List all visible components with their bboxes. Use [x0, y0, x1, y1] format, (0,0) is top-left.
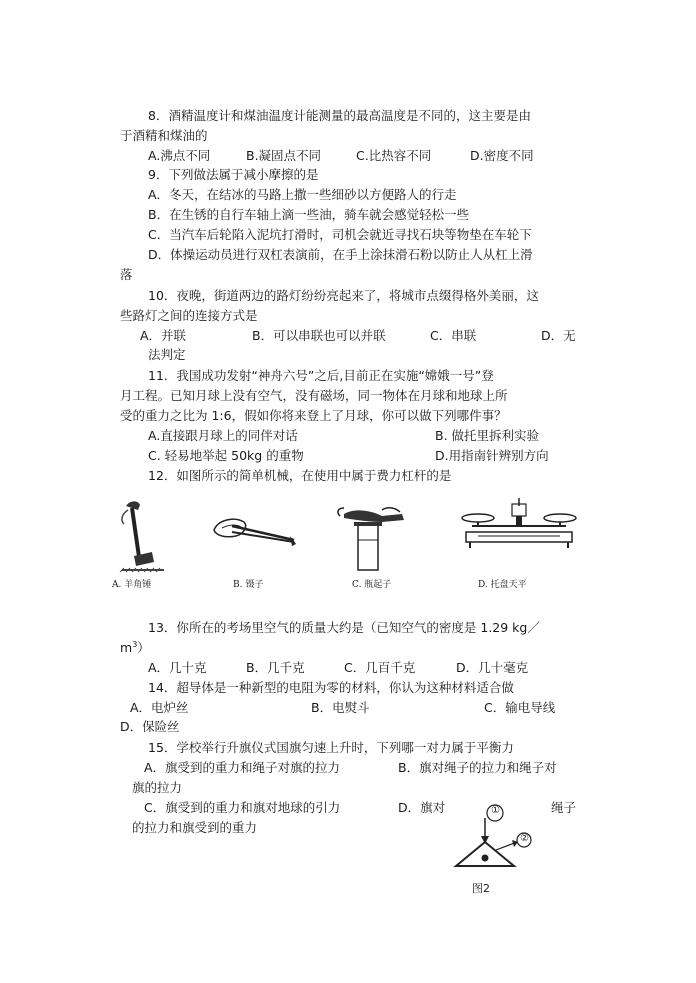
unit-exponent: 3: [132, 639, 138, 649]
q8-option-b: B.凝固点不同: [246, 148, 322, 163]
q9-option-c: C．当汽车后轮陷入泥坑打滑时，司机会就近寻找石块等物垫在车轮下: [148, 227, 532, 242]
fig2-label-2: ②: [520, 833, 529, 844]
close-paren: ）: [137, 640, 150, 655]
tray-balance-figure: [460, 496, 578, 566]
q8-option-a: A.沸点不同: [148, 148, 211, 163]
q14-option-c: C．输电导线: [484, 700, 556, 715]
q10-option-c: C．串联: [430, 328, 477, 343]
q13-stem-line2: [120, 639, 150, 657]
q15-stem: 15．学校举行升旗仪式国旗匀速上升时，下列哪一对力属于平衡力: [148, 740, 514, 755]
q8-option-c: C.比热容不同: [356, 148, 432, 163]
q11-option-d: D.用指南针辨别方向: [435, 448, 549, 463]
q14-option-d: D．保险丝: [120, 719, 180, 734]
q12-caption-d: D. 托盘天平: [478, 580, 527, 590]
q10-stem-line1: 10．夜晚，街道两边的路灯纷纷亮起来了，将城市点缀得格外美丽，这: [148, 288, 539, 303]
q11-option-c: C. 轻易地举起 50kg 的重物: [148, 448, 304, 463]
q10-option-d-line1: D．无: [541, 328, 576, 343]
q11-option-b: B. 做托里拆利实验: [435, 428, 540, 443]
q8-stem-line1: 8．酒精温度计和煤油温度计能测量的最高温度是不同的，这主要是由: [148, 108, 531, 123]
q11-option-a: A.直接跟月球上的同伴对话: [148, 428, 298, 443]
q8-option-d: D.密度不同: [470, 148, 534, 163]
q11-stem-line1: 11．我国成功发射“神舟六号”之后,目前正在实施“嫦娥一号”登: [148, 368, 494, 383]
q10-stem-line2: 些路灯之间的连接方式是: [120, 308, 258, 323]
figure-2-diagram: [452, 800, 552, 870]
fig2-label-1: ①: [491, 805, 500, 816]
q13-option-b: B．几千克: [246, 660, 305, 675]
q9-option-d-line1: D．体操运动员进行双杠表演前，在手上涂抹滑石粉以防止人从杠上滑: [148, 247, 533, 262]
q15-option-c: C．旗受到的重力和旗对地球的引力: [144, 800, 341, 815]
q13-option-a: A．几十克: [148, 660, 207, 675]
q10-option-b: B．可以串联也可以并联: [252, 328, 386, 343]
bottle-opener-figure: [330, 500, 410, 576]
q13-option-c: C．几百千克: [344, 660, 416, 675]
q9-option-a: A．冬天，在结冰的马路上撒一些细砂以方便路人的行走: [148, 187, 457, 202]
q12-caption-b: B. 镊子: [233, 580, 264, 590]
q9-stem: 9．下列做法属于减小摩擦的是: [148, 167, 319, 182]
claw-hammer-figure: [112, 496, 172, 576]
q15-option-d-line1a: D．旗对: [398, 800, 446, 815]
q12-caption-c: C. 瓶起子: [352, 580, 392, 590]
tweezers-figure: [208, 508, 300, 558]
q15-option-a: A．旗受到的重力和绳子对旗的拉力: [144, 760, 341, 775]
q11-stem-line2: 月工程。已知月球上没有空气，没有磁场，同一物体在月球和地球上所: [120, 388, 508, 403]
q14-option-a: A．电炉丝: [130, 700, 189, 715]
q12-stem: 12．如图所示的简单机械，在使用中属于费力杠杆的是: [148, 468, 452, 483]
q8-stem-line2: 于酒精和煤油的: [120, 128, 208, 143]
figure-2-caption: 图2: [472, 882, 490, 895]
q9-option-d-line2: 落: [120, 267, 133, 282]
q15-option-d-line2: 的拉力和旗受到的重力: [132, 820, 258, 835]
q14-stem: 14．超导体是一种新型的电阻为零的材料，你认为这种材料适合做: [148, 680, 514, 695]
q13-stem-line1: 13．你所在的考场里空气的质量大约是（已知空气的密度是 1.29 kg／: [148, 620, 540, 635]
q13-option-d: D．几十毫克: [456, 660, 529, 675]
q11-stem-line3: 受的重力之比为 1:6，假如你将来登上了月球，你可以做下列哪件事？: [120, 408, 507, 423]
q14-option-b: B．电熨斗: [311, 700, 370, 715]
unit-m: m: [120, 640, 133, 655]
q10-option-a: A．并联: [140, 328, 187, 343]
q9-option-b: B．在生锈的自行车轴上滴一些油，骑车就会感觉轻松一些: [148, 207, 470, 222]
q15-option-b-line2: 旗的拉力: [132, 780, 183, 795]
q15-option-d-line1b: 绳子: [551, 800, 577, 815]
q15-option-b-line1: B．旗对绳子的拉力和绳子对: [398, 760, 557, 775]
q12-caption-a: A. 羊角锤: [112, 580, 152, 590]
q10-option-d-line2: 法判定: [148, 347, 186, 362]
